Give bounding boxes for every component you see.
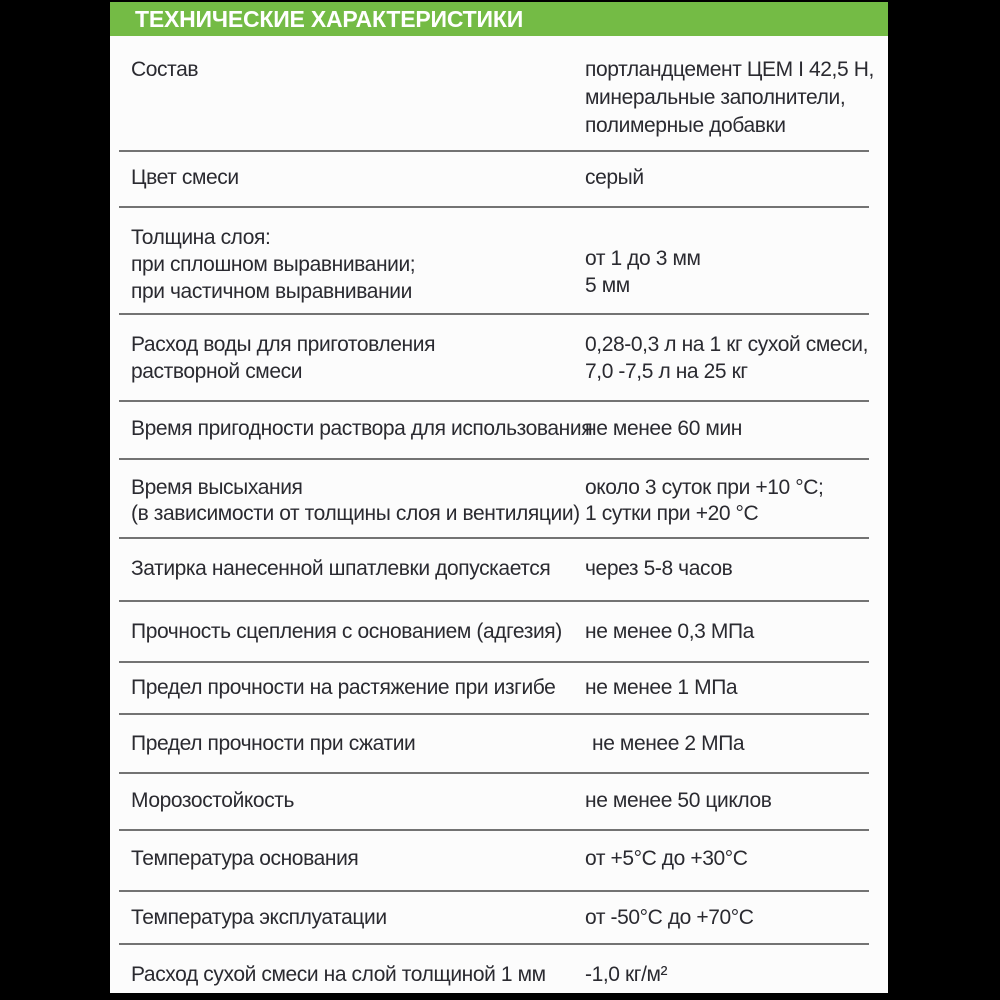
- row-value-line: 0,28-0,3 л на 1 кг сухой смеси,: [585, 333, 869, 356]
- header-bar: [110, 2, 888, 36]
- row-separator: [119, 150, 869, 152]
- row-value-line: от 1 до 3 мм: [585, 247, 701, 270]
- row-separator: [119, 600, 869, 602]
- row-label-line: Время высыхания: [131, 476, 303, 499]
- row-label-line: при сплошном выравнивании;: [131, 253, 416, 276]
- row-value-line: -1,0 кг/м²: [585, 963, 668, 986]
- row-value-line: минеральные заполнители,: [585, 86, 846, 109]
- row-label-line: Затирка нанесенной шпатлевки допускается: [131, 557, 551, 580]
- row-separator: [119, 713, 869, 715]
- row-label-line: Время пригодности раствора для использования: [131, 417, 593, 440]
- row-label-line: растворной смеси: [131, 360, 303, 383]
- row-value-line: 7,0 -7,5 л на 25 кг: [585, 360, 748, 383]
- row-label-line: Прочность сцепления с основанием (адгезия): [131, 620, 562, 643]
- row-separator: [119, 661, 869, 663]
- row-value-line: [585, 224, 701, 245]
- row-value-line: от +5°С до +30°С: [585, 847, 748, 870]
- row-label-line: Предел прочности при сжатии: [131, 732, 416, 755]
- row-value-line: полимерные добавки: [585, 114, 786, 137]
- row-value-line: не менее 50 циклов: [585, 789, 772, 812]
- row-value-line: через 5-8 часов: [585, 557, 733, 580]
- row-label-line: Цвет смеси: [131, 166, 239, 189]
- row-label-line: Расход сухой смеси на слой толщиной 1 мм: [131, 963, 546, 986]
- row-separator: [119, 206, 869, 208]
- row-label-line: Морозостойкость: [131, 789, 295, 812]
- row-value-line: серый: [585, 166, 644, 189]
- row-separator: [119, 772, 869, 774]
- row-separator: [119, 890, 869, 892]
- spec-sheet-panel: [110, 2, 888, 993]
- row-value-line: не менее 2 МПа: [592, 732, 745, 755]
- row-separator: [119, 537, 869, 539]
- row-label-line: Состав: [131, 58, 199, 81]
- page-title: ТЕХНИЧЕСКИЕ ХАРАКТЕРИСТИКИ: [135, 6, 524, 32]
- row-separator: [119, 313, 869, 315]
- row-label-line: при частичном выравнивании: [131, 280, 412, 303]
- row-label-line: Толщина слоя:: [131, 226, 271, 249]
- row-label-line: Предел прочности на растяжение при изгибе: [131, 676, 556, 699]
- row-value-line: не менее 1 МПа: [585, 676, 738, 699]
- row-separator: [119, 829, 869, 831]
- row-separator: [119, 400, 869, 402]
- row-value-line: 1 сутки при +20 °С: [585, 502, 759, 525]
- row-value-line: портландцемент ЦЕМ I 42,5 Н,: [585, 58, 874, 81]
- row-separator: [119, 458, 869, 460]
- row-value-line: от -50°С до +70°С: [585, 906, 754, 929]
- row-separator: [119, 943, 869, 945]
- row-label-line: Температура основания: [131, 847, 359, 870]
- row-label-line: Температура эксплуатации: [131, 906, 387, 929]
- row-label-line: Расход воды для приготовления: [131, 333, 436, 356]
- row-value-line: не менее 0,3 МПа: [585, 620, 754, 643]
- row-label-line: (в зависимости от толщины слоя и вентиляции): [131, 502, 580, 525]
- row-value-line: 5 мм: [585, 274, 630, 297]
- row-value-line: около 3 суток при +10 °С;: [585, 476, 824, 499]
- row-value-line: не менее 60 мин: [585, 417, 742, 440]
